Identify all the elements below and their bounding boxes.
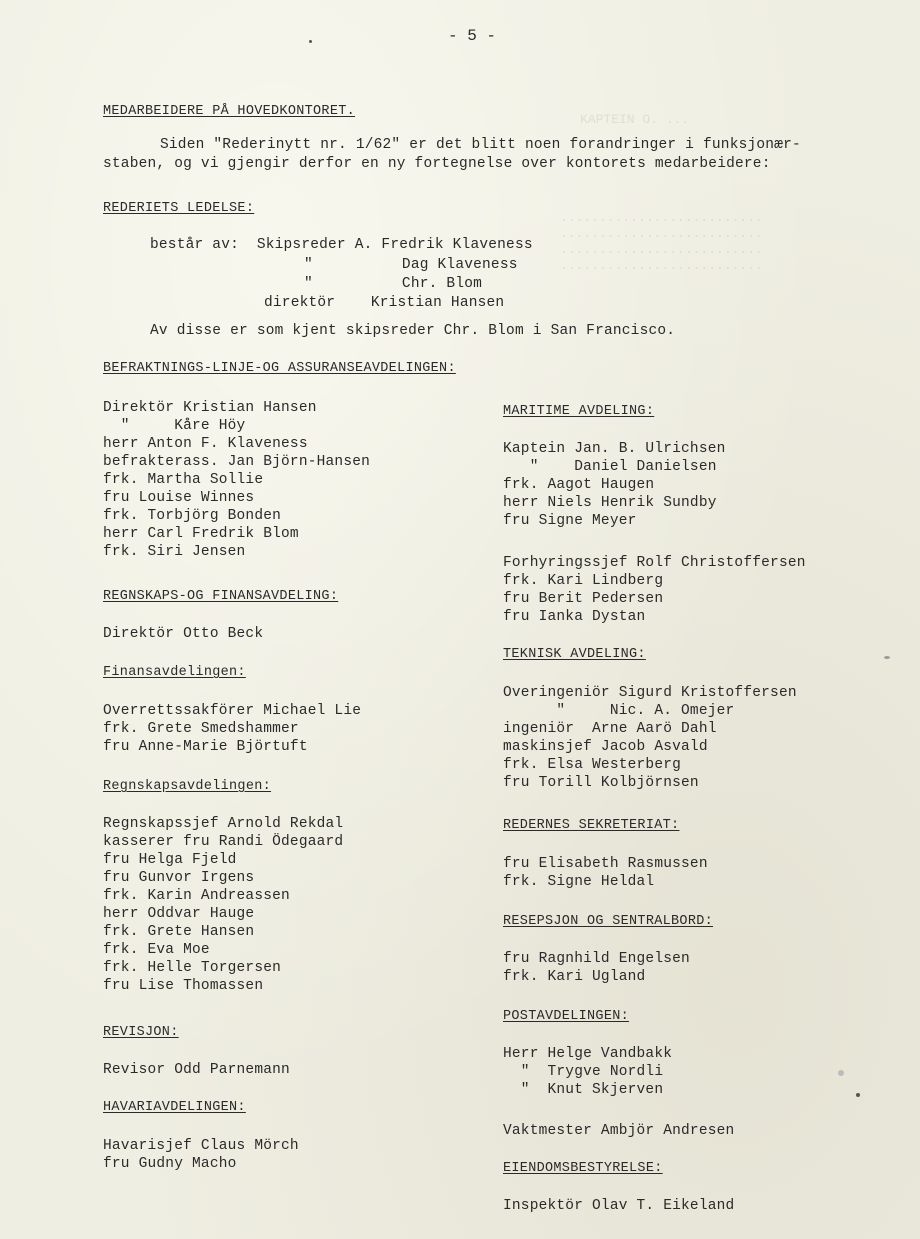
- maritime-list: [503, 440, 726, 530]
- list-item: frk. Signe Heldal: [503, 874, 655, 890]
- speck-mark: [856, 1093, 860, 1097]
- list-item: frk. Eva Moe: [103, 942, 210, 958]
- ledelse-note: Av disse er som kjent skipsreder Chr. Blom i San Francisco.: [150, 323, 676, 339]
- ledelse-line: består av: Skipsreder A. Fredrik Klaveness: [150, 237, 533, 253]
- list-item: Overingeniör Sigurd Kristoffersen: [503, 685, 797, 701]
- list-item: fru Signe Meyer: [503, 513, 637, 529]
- ledelse-line: " Chr. Blom: [304, 276, 483, 292]
- show-through-text: KAPTEIN O. ...: [580, 112, 690, 127]
- list-item: Havarisjef Claus Mörch: [103, 1138, 299, 1154]
- list-item: " Knut Skjerven: [503, 1082, 664, 1098]
- havari-list: [103, 1137, 299, 1173]
- list-item: Vaktmester Ambjör Andresen: [503, 1123, 735, 1139]
- list-item: Overrettssakförer Michael Lie: [103, 703, 362, 719]
- section-heading-sekretariat: REDERNES SEKRETERIAT:: [503, 818, 680, 833]
- section-heading-revisjon: REVISJON:: [103, 1025, 179, 1040]
- intro-line: staben, og vi gjengir derfor en ny fortegnelse over kontorets medarbeidere:: [103, 156, 771, 172]
- teknisk-list: [503, 684, 797, 792]
- list-item: fru Helga Fjeld: [103, 852, 237, 868]
- befraktning-list: [103, 399, 370, 561]
- page-number: - 5 -: [448, 27, 497, 45]
- section-heading-resepsjon: RESEPSJON OG SENTRALBORD:: [503, 914, 714, 929]
- show-through-text: .......................... .......................... .......................... ..........................: [560, 210, 763, 273]
- list-item: Kaptein Jan. B. Ulrichsen: [503, 441, 726, 457]
- list-item: frk. Kari Lindberg: [503, 573, 664, 589]
- list-item: frk. Elsa Westerberg: [503, 757, 682, 773]
- sekretariat-list: [503, 855, 708, 891]
- list-item: fru Torill Kolbjörnsen: [503, 775, 699, 791]
- section-heading-finansavdelingen: Finansavdelingen:: [103, 665, 246, 680]
- list-item: ingeniör Arne Aarö Dahl: [503, 721, 717, 737]
- list-item: " Daniel Danielsen: [503, 459, 717, 475]
- list-item: " Nic. A. Omejer: [503, 703, 735, 719]
- list-item: frk. Torbjörg Bonden: [103, 508, 282, 524]
- speck-mark: [309, 40, 312, 43]
- list-item: fru Anne-Marie Björtuft: [103, 739, 308, 755]
- list-item: Revisor Odd Parnemann: [103, 1062, 290, 1078]
- section-heading-ledelse: REDERIETS LEDELSE:: [103, 201, 255, 216]
- list-item: frk. Grete Smedshammer: [103, 721, 299, 737]
- list-item: herr Anton F. Klaveness: [103, 436, 308, 452]
- ledelse-line: direktör Kristian Hansen: [264, 295, 505, 311]
- list-item: " Kåre Höy: [103, 418, 246, 434]
- list-item: frk. Grete Hansen: [103, 924, 255, 940]
- list-item: herr Oddvar Hauge: [103, 906, 255, 922]
- speck-mark: [838, 1070, 844, 1076]
- section-heading-havari: HAVARIAVDELINGEN:: [103, 1100, 246, 1115]
- list-item: herr Niels Henrik Sundby: [503, 495, 717, 511]
- section-heading-eiendom: EIENDOMSBESTYRELSE:: [503, 1161, 663, 1176]
- intro-line: Siden "Rederinytt nr. 1/62" er det blitt noen forandringer i funksjonær-: [160, 137, 801, 153]
- list-item: fru Lise Thomassen: [103, 978, 264, 994]
- page-title: MEDARBEIDERE PÅ HOVEDKONTORET.: [103, 104, 356, 119]
- section-heading-teknisk: TEKNISK AVDELING:: [503, 647, 646, 662]
- list-item: fru Elisabeth Rasmussen: [503, 856, 708, 872]
- list-item: frk. Siri Jensen: [103, 544, 246, 560]
- post-list: [503, 1045, 672, 1099]
- list-item: " Trygve Nordli: [503, 1064, 664, 1080]
- section-heading-maritime: MARITIME AVDELING:: [503, 404, 655, 419]
- list-item: fru Ianka Dystan: [503, 609, 646, 625]
- list-item: frk. Helle Torgersen: [103, 960, 282, 976]
- list-item: fru Ragnhild Engelsen: [503, 951, 690, 967]
- list-item: kasserer fru Randi Ödegaard: [103, 834, 344, 850]
- ledelse-line: " Dag Klaveness: [304, 257, 518, 273]
- list-item: Herr Helge Vandbakk: [503, 1046, 673, 1062]
- list-item: Forhyringssjef Rolf Christoffersen: [503, 555, 806, 571]
- list-item: herr Carl Fredrik Blom: [103, 526, 299, 542]
- section-heading-post: POSTAVDELINGEN:: [503, 1009, 630, 1024]
- forhyring-list: [503, 554, 806, 626]
- list-item: Direktör Otto Beck: [103, 626, 264, 642]
- list-item: fru Louise Winnes: [103, 490, 255, 506]
- speck-mark: [884, 656, 890, 659]
- list-item: maskinsjef Jacob Asvald: [503, 739, 708, 755]
- list-item: frk. Martha Sollie: [103, 472, 264, 488]
- list-item: befrakterass. Jan Björn-Hansen: [103, 454, 371, 470]
- list-item: fru Gunvor Irgens: [103, 870, 255, 886]
- list-item: fru Berit Pedersen: [503, 591, 664, 607]
- list-item: frk. Aagot Haugen: [503, 477, 655, 493]
- list-item: fru Gudny Macho: [103, 1156, 237, 1172]
- list-item: Direktör Kristian Hansen: [103, 400, 317, 416]
- resepsjon-list: [503, 950, 690, 986]
- section-heading-befraktning: BEFRAKTNINGS-LINJE-OG ASSURANSEAVDELINGEN:: [103, 361, 456, 376]
- section-heading-regnskap-finans: REGNSKAPS-OG FINANSAVDELING:: [103, 589, 339, 604]
- list-item: Regnskapssjef Arnold Rekdal: [103, 816, 344, 832]
- list-item: Inspektör Olav T. Eikeland: [503, 1198, 735, 1214]
- regnskapsavdelingen-list: [103, 815, 343, 995]
- section-heading-regnskapsavdelingen: Regnskapsavdelingen:: [103, 779, 272, 794]
- finansavdelingen-list: [103, 702, 361, 756]
- list-item: frk. Kari Ugland: [503, 969, 646, 985]
- list-item: frk. Karin Andreassen: [103, 888, 290, 904]
